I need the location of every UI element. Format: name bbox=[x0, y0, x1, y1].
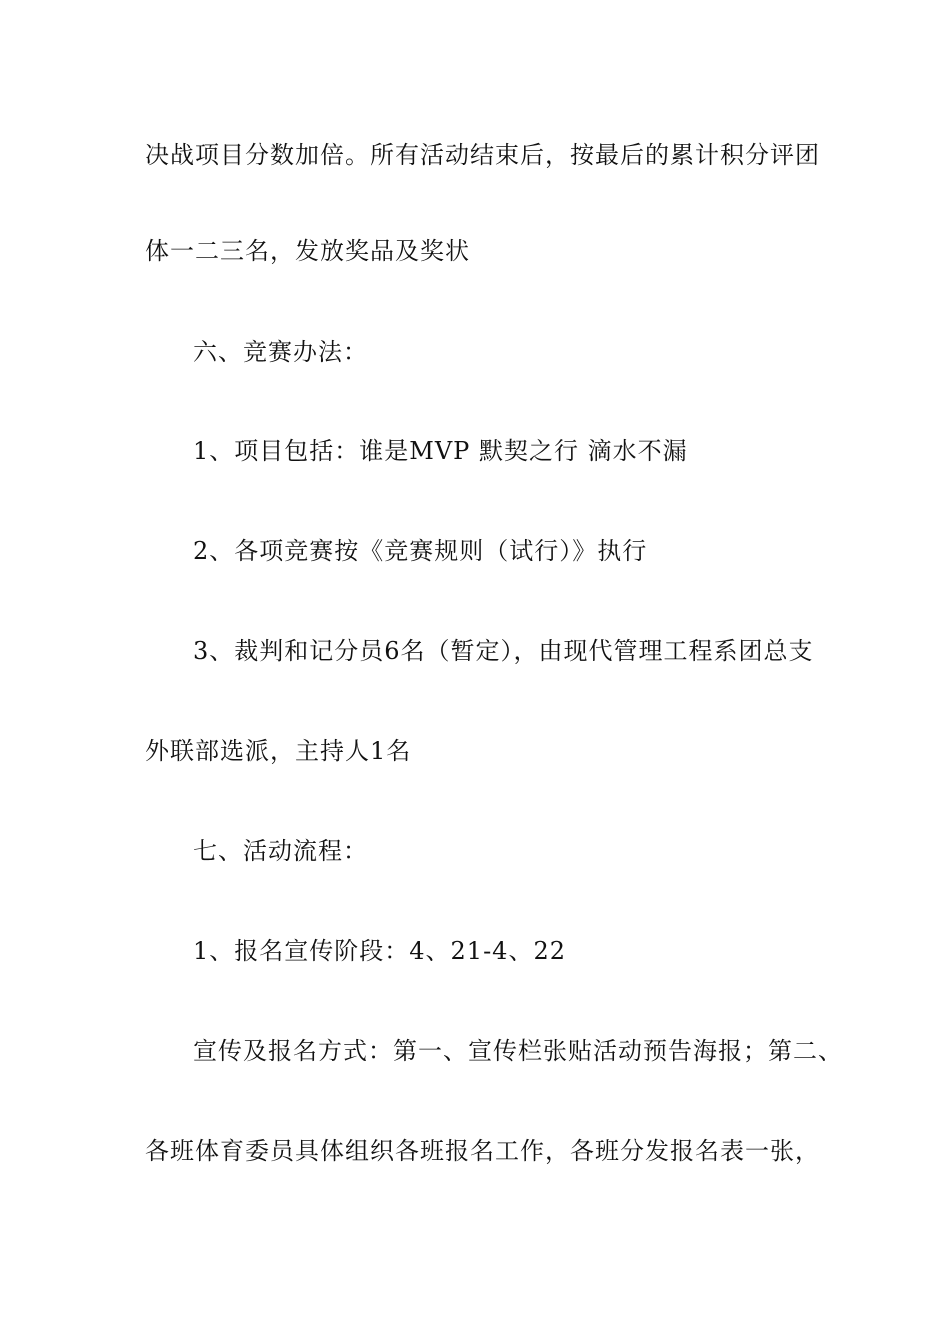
paragraph-line: 外联部选派，主持人1名 bbox=[145, 737, 412, 765]
list-item: 2、各项竞赛按《竞赛规则（试行）》执行 bbox=[193, 537, 648, 565]
paragraph-line: 各班体育委员具体组织各班报名工作，各班分发报名表一张， bbox=[145, 1137, 820, 1165]
section-heading: 七、活动流程： bbox=[193, 837, 368, 865]
list-item: 1、项目包括：谁是MVP 默契之行 滴水不漏 bbox=[193, 437, 688, 465]
paragraph-line: 决战项目分数加倍。所有活动结束后，按最后的累计积分评团 bbox=[145, 141, 820, 169]
paragraph-line: 体一二三名，发放奖品及奖状 bbox=[145, 237, 470, 265]
list-item: 3、裁判和记分员6名（暂定），由现代管理工程系团总支 bbox=[193, 637, 814, 665]
paragraph-line: 宣传及报名方式：第一、宣传栏张贴活动预告海报；第二、 bbox=[193, 1037, 843, 1065]
section-heading: 六、竞赛办法： bbox=[193, 338, 368, 366]
list-item: 1、报名宣传阶段：4、21-4、22 bbox=[193, 937, 566, 965]
